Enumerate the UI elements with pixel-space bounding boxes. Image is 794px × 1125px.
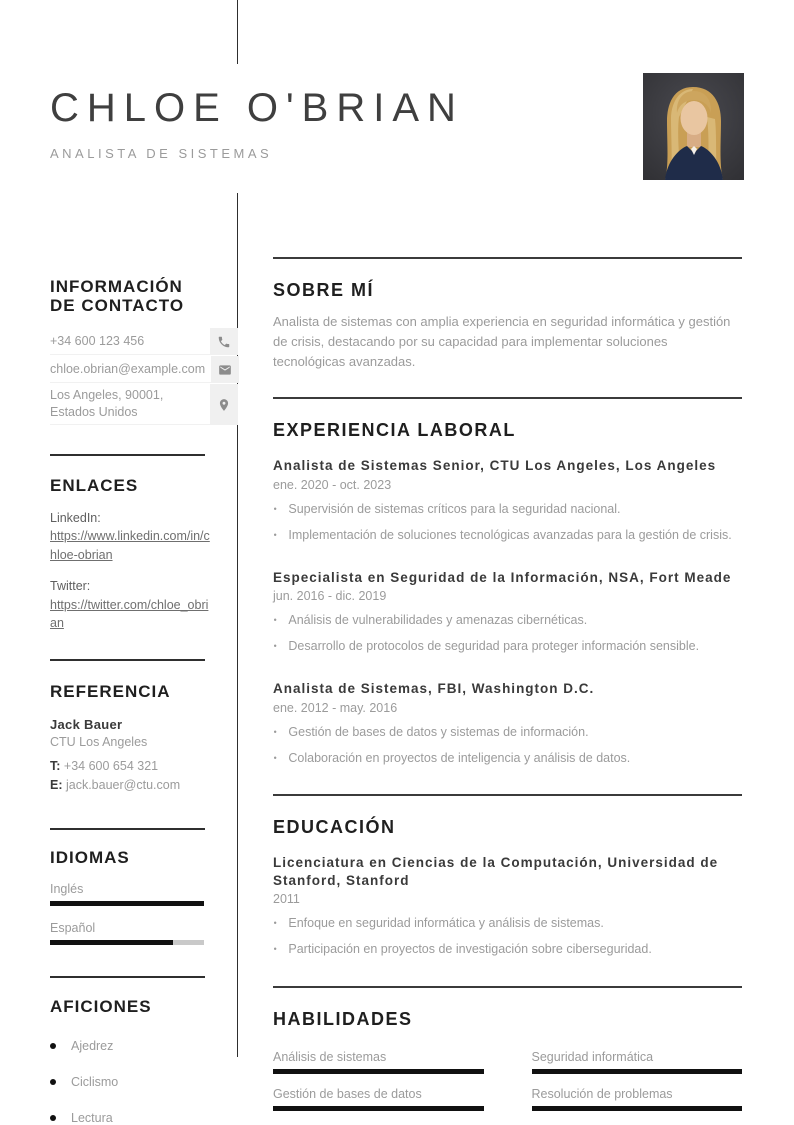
reference-email: jack.bauer@ctu.com	[65, 777, 181, 792]
link-item-twitter	[50, 577, 210, 633]
bullet-text: Desarrollo de protocolos de seguridad para proteger información sensible.	[288, 639, 700, 654]
education-heading: EDUCACIÓN	[273, 816, 396, 837]
bullet-dot-icon: •	[273, 641, 277, 652]
contact-row-email	[50, 356, 238, 383]
hobby-item	[50, 1111, 238, 1125]
job-entry	[273, 457, 742, 543]
job-title: Analista de Sistemas, FBI, Washington D.C.	[273, 681, 595, 697]
skill-level-bar	[273, 1106, 484, 1111]
links-section	[50, 477, 238, 633]
hobbies-section	[50, 998, 238, 1125]
profile-photo-illustration	[643, 73, 744, 180]
experience-section	[273, 420, 742, 766]
phone-icon	[210, 328, 238, 355]
address-value: Los Angeles, 90001, Estados Unidos	[50, 384, 210, 425]
reference-phone: +34 600 654 321	[63, 758, 159, 773]
job-dates: ene. 2020 - oct. 2023	[273, 477, 392, 492]
header	[50, 86, 610, 161]
main-column	[273, 257, 742, 1111]
bullet-item	[273, 526, 742, 544]
language-level-track	[50, 901, 204, 906]
link-item-linkedin	[50, 509, 210, 565]
reference-name: Jack Bauer	[50, 716, 123, 732]
contact-row-phone	[50, 328, 238, 355]
section-divider	[273, 986, 742, 988]
language-item	[50, 882, 204, 906]
linkedin-label: LinkedIn:	[50, 510, 101, 525]
degree-bullets	[273, 914, 742, 958]
skill-level-track	[532, 1069, 743, 1074]
bullet-text: Supervisión de sistemas críticos para la seguridad nacional.	[288, 501, 621, 516]
bullet-text: Implementación de soluciones tecnológicas avanzadas para la gestión de crisis.	[288, 527, 732, 542]
education-section	[273, 817, 742, 959]
bullet-text: Colaboración en proyectos de inteligencia y análisis de datos.	[288, 750, 631, 765]
about-section	[273, 280, 742, 372]
language-name: Inglés	[50, 882, 84, 897]
skill-level-bar	[532, 1106, 743, 1111]
languages-section	[50, 849, 238, 946]
bullet-dot-icon	[50, 1043, 56, 1049]
location-icon	[210, 384, 238, 425]
degree-entry	[273, 854, 742, 959]
contact-section	[50, 278, 238, 425]
contact-row-address	[50, 384, 238, 425]
skill-name: Gestión de bases de datos	[273, 1086, 422, 1101]
bullet-dot-icon: •	[273, 503, 277, 514]
bullet-text: Enfoque en seguridad informática y análisis de sistemas.	[288, 916, 604, 931]
job-entry	[273, 569, 742, 655]
reference-email-label: E:	[50, 777, 63, 792]
reference-phone-line	[50, 758, 238, 775]
skills-grid	[273, 1050, 742, 1111]
experience-heading: EXPERIENCIA LABORAL	[273, 420, 516, 441]
top-divider-line	[237, 0, 238, 64]
job-bullets	[273, 611, 742, 655]
skill-level-track	[273, 1106, 484, 1111]
reference-email-line	[50, 777, 238, 794]
bullet-dot-icon: •	[273, 615, 277, 626]
twitter-link[interactable]: https://twitter.com/chloe_obrian	[50, 597, 209, 631]
contact-rows	[50, 328, 238, 425]
links-heading: ENLACES	[50, 476, 139, 496]
sidebar-divider	[50, 828, 205, 830]
bullet-item	[273, 940, 742, 958]
skill-level-bar	[273, 1069, 484, 1074]
languages-heading: IDIOMAS	[50, 847, 130, 867]
job-bullets	[273, 500, 742, 544]
person-name: CHLOE O'BRIAN	[50, 86, 464, 130]
bullet-item	[273, 611, 742, 629]
mail-icon	[211, 356, 239, 383]
sidebar-divider	[50, 976, 205, 978]
skill-level-bar	[532, 1069, 743, 1074]
skills-section	[273, 1009, 742, 1111]
bullet-text: Análisis de vulnerabilidades y amenazas cibernéticas.	[288, 613, 588, 628]
language-level-bar	[50, 940, 173, 945]
job-title: Analista de Sistemas Senior, CTU Los Angeles, Los Angeles	[273, 458, 717, 474]
twitter-label: Twitter:	[50, 579, 91, 594]
section-divider	[273, 397, 742, 399]
job-title: Especialista en Seguridad de la Información, NSA, Fort Meade	[273, 569, 732, 585]
language-name: Español	[50, 921, 96, 936]
bullet-dot-icon: •	[273, 944, 277, 955]
bullet-dot-icon: •	[273, 752, 277, 763]
skill-name: Seguridad informática	[531, 1049, 654, 1064]
phone-value: +34 600 123 456	[50, 328, 210, 355]
skill-item	[532, 1050, 743, 1074]
hobby-item	[50, 1075, 238, 1089]
bullet-dot-icon	[50, 1079, 56, 1085]
reference-section	[50, 683, 238, 793]
section-divider	[273, 257, 742, 259]
bullet-item	[273, 637, 742, 655]
hobby-name: Lectura	[71, 1110, 113, 1125]
hobby-list	[50, 1039, 238, 1125]
bullet-item	[273, 723, 742, 741]
reference-company: CTU Los Angeles	[50, 734, 148, 749]
contact-heading: INFORMACIÓN DE CONTACTO	[50, 277, 185, 315]
bullet-item	[273, 500, 742, 518]
hobby-item	[50, 1039, 238, 1053]
job-dates: jun. 2016 - dic. 2019	[273, 589, 387, 604]
job-dates: ene. 2012 - may. 2016	[273, 700, 398, 715]
skill-item	[273, 1087, 484, 1111]
reference-phone-label: T:	[50, 758, 61, 773]
skill-name: Resolución de problemas	[531, 1086, 673, 1101]
hobby-name: Ciclismo	[71, 1074, 119, 1089]
bullet-item	[273, 749, 742, 767]
degree-title: Licenciatura en Ciencias de la Computación, Universidad de Stanford, Stanford	[273, 854, 719, 889]
skill-item	[273, 1050, 484, 1074]
profile-photo	[643, 73, 744, 180]
about-text: Analista de sistemas con amplia experiencia en seguridad informática y gestión de crisis, destacando por su capacidad para implementar soluciones tecnológicas avanzadas.	[273, 314, 731, 370]
skill-level-track	[273, 1069, 484, 1074]
language-level-track	[50, 940, 204, 945]
bullet-text: Participación en proyectos de investigación sobre ciberseguridad.	[288, 942, 652, 957]
linkedin-link[interactable]: https://www.linkedin.com/in/chloe-obrian	[50, 528, 210, 562]
job-entry	[273, 680, 742, 766]
email-value: chloe.obrian@example.com	[50, 356, 211, 383]
skill-item	[532, 1087, 743, 1111]
bullet-item	[273, 914, 742, 932]
bullet-dot-icon: •	[273, 918, 277, 929]
skills-heading: HABILIDADES	[273, 1008, 413, 1029]
reference-heading: REFERENCIA	[50, 682, 171, 702]
hobby-name: Ajedrez	[71, 1038, 114, 1053]
bullet-dot-icon: •	[273, 529, 277, 540]
hobbies-heading: AFICIONES	[50, 997, 152, 1017]
language-level-bar	[50, 901, 204, 906]
skill-name: Análisis de sistemas	[273, 1049, 387, 1064]
sidebar-divider	[50, 659, 205, 661]
about-heading: SOBRE MÍ	[273, 280, 375, 300]
person-role: ANALISTA DE SISTEMAS	[50, 146, 273, 161]
job-bullets	[273, 723, 742, 767]
sidebar-divider	[50, 454, 205, 456]
sidebar	[50, 278, 238, 1125]
skill-level-track	[532, 1106, 743, 1111]
language-item	[50, 921, 204, 945]
degree-dates: 2011	[273, 892, 300, 907]
bullet-dot-icon: •	[273, 726, 277, 737]
bullet-text: Gestión de bases de datos y sistemas de información.	[288, 724, 589, 739]
section-divider	[273, 794, 742, 796]
